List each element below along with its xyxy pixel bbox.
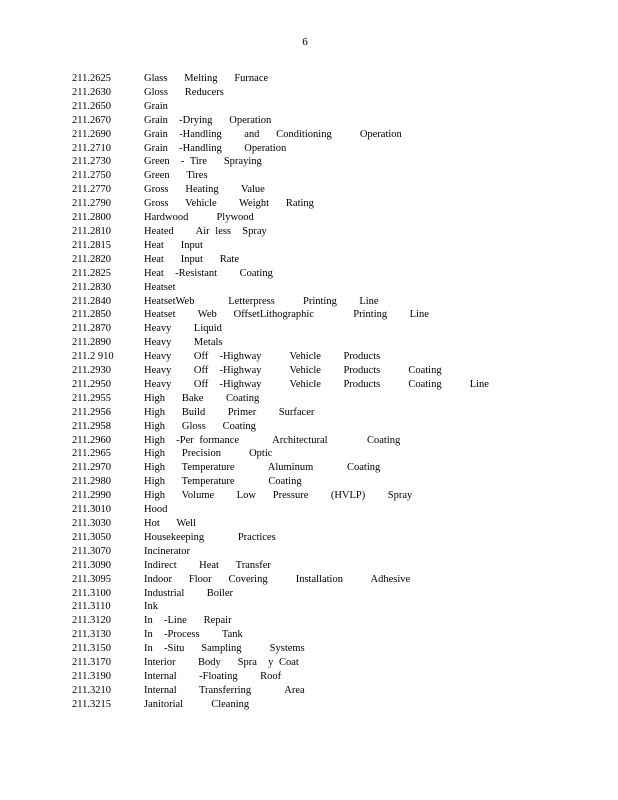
- index-entry: [72, 559, 592, 573]
- defined-term: Incinerator: [144, 545, 191, 557]
- index-entry: [72, 406, 592, 420]
- section-number: 211.2990: [72, 490, 111, 502]
- section-number: 211.2815: [72, 239, 111, 251]
- page-number: 6: [302, 36, 308, 48]
- defined-term: Heavy Off -Highway Vehicle Products Coating Line: [144, 378, 489, 390]
- index-entry: [72, 239, 592, 253]
- section-number: 211.3110: [72, 601, 111, 613]
- defined-term: Heated Air less Spray: [144, 225, 267, 237]
- index-entry: [72, 86, 592, 100]
- defined-term: In -Process Tank: [144, 629, 243, 641]
- defined-term: Hood: [144, 504, 168, 516]
- index-entry: [72, 169, 592, 183]
- defined-term: Grain -Drying Operation: [144, 114, 272, 126]
- section-number: 211.2850: [72, 309, 111, 321]
- section-number: 211.3030: [72, 518, 111, 529]
- section-number: 211.3210: [72, 684, 111, 696]
- index-entry: [72, 378, 592, 392]
- defined-term: High -Per formance Architectural Coating: [144, 434, 401, 446]
- section-number: 211.2890: [72, 337, 111, 349]
- defined-term: Heavy Off -Highway Vehicle Products Coating: [144, 365, 442, 377]
- defined-term: Glass Melting Furnace: [144, 73, 269, 84]
- index-entry: [72, 545, 592, 559]
- defined-term: Internal -Floating Roof: [144, 670, 282, 682]
- index-entry: [72, 142, 592, 156]
- defined-term: Green - Tire Spraying: [144, 156, 262, 168]
- section-number: 211.2750: [72, 170, 111, 182]
- index-entry: [72, 420, 592, 434]
- index-entry: [72, 281, 592, 295]
- defined-term: High Build Primer Surfacer: [144, 406, 315, 418]
- definitions-index-list: [72, 72, 592, 712]
- index-entry: [72, 531, 592, 545]
- index-entry: [72, 600, 592, 614]
- section-number: 211.2810: [72, 225, 111, 237]
- defined-term: Heat -Resistant Coating: [144, 267, 273, 279]
- defined-term: Industrial Boiler: [144, 587, 233, 599]
- section-number: 211.2930: [72, 365, 111, 377]
- defined-term: High Precision Optic: [144, 448, 273, 460]
- index-entry: [72, 100, 592, 114]
- index-entry: [72, 253, 592, 267]
- index-entry: [72, 447, 592, 461]
- defined-term: Grain: [144, 100, 168, 112]
- section-number: 211.2770: [72, 184, 111, 196]
- section-number: 211.3090: [72, 559, 111, 571]
- index-entry: [72, 128, 592, 142]
- index-entry: [72, 684, 592, 698]
- index-entry: [72, 392, 592, 406]
- defined-term: Janitorial Cleaning: [144, 698, 250, 710]
- index-entry: [72, 72, 592, 86]
- section-number: 211.2840: [72, 295, 111, 307]
- defined-term: Heavy Liquid: [144, 323, 222, 335]
- section-number: 211.2870: [72, 323, 111, 335]
- defined-term: Indoor Floor Covering Installation Adhesive: [144, 573, 411, 585]
- defined-term: Indirect Heat Transfer: [144, 559, 271, 571]
- index-entry: [72, 434, 592, 448]
- section-number: 211.2630: [72, 86, 111, 98]
- index-entry: [72, 211, 592, 225]
- index-entry: [72, 517, 592, 531]
- defined-term: Ink: [144, 601, 158, 613]
- index-entry: [72, 197, 592, 211]
- index-entry: [72, 475, 592, 489]
- defined-term: Interior Body Spra y Coat: [144, 657, 299, 669]
- defined-term: High Gloss Coating: [144, 420, 256, 432]
- section-number: 211.2958: [72, 420, 111, 432]
- section-number: 211.3010: [72, 504, 111, 516]
- section-number: 211.3130: [72, 629, 111, 641]
- section-number: 211.2 910: [72, 351, 114, 363]
- section-number: 211.3170: [72, 657, 111, 669]
- index-entry: [72, 155, 592, 169]
- defined-term: Grain -Handling Operation: [144, 142, 287, 154]
- section-number: 211.2955: [72, 392, 111, 404]
- section-number: 211.2950: [72, 378, 111, 390]
- section-number: 211.2790: [72, 198, 111, 210]
- defined-term: High Volume Low Pressure (HVLP) Spray: [144, 490, 413, 502]
- section-number: 211.2825: [72, 267, 111, 279]
- section-number: 211.2800: [72, 212, 111, 224]
- section-number: 211.2650: [72, 100, 111, 112]
- section-number: 211.2730: [72, 156, 111, 168]
- section-number: 211.3070: [72, 545, 111, 557]
- index-entry: [72, 322, 592, 336]
- index-entry: [72, 656, 592, 670]
- index-entry: [72, 114, 592, 128]
- defined-term: Internal Transferring Area: [144, 684, 305, 696]
- defined-term: Grain -Handling and Conditioning Operation: [144, 128, 402, 140]
- section-number: 211.2820: [72, 253, 111, 265]
- index-entry: [72, 614, 592, 628]
- section-number: 211.3150: [72, 643, 111, 655]
- index-entry: [72, 295, 592, 309]
- section-number: 211.2830: [72, 281, 111, 293]
- index-entry: [72, 183, 592, 197]
- defined-term: Heatset: [144, 281, 176, 293]
- index-entry: [72, 642, 592, 656]
- defined-term: Gloss Reducers: [144, 86, 224, 98]
- section-number: 211.2710: [72, 142, 111, 154]
- section-number: 211.2980: [72, 476, 111, 488]
- section-number: 211.3050: [72, 531, 111, 543]
- defined-term: High Temperature Aluminum Coating: [144, 462, 381, 474]
- section-number: 211.3120: [72, 615, 111, 627]
- index-entry: [72, 461, 592, 475]
- index-entry: [72, 225, 592, 239]
- section-number: 211.3215: [72, 698, 111, 710]
- index-entry: [72, 336, 592, 350]
- defined-term: Hot Well: [144, 518, 196, 529]
- section-number: 211.3100: [72, 587, 111, 599]
- defined-term: Gross Heating Value: [144, 184, 265, 196]
- index-entry: [72, 698, 592, 712]
- defined-term: Heavy Off -Highway Vehicle Products: [144, 351, 381, 363]
- section-number: 211.2965: [72, 448, 111, 460]
- defined-term: Heatset Web OffsetLithographic Printing Line: [144, 309, 429, 321]
- index-entry: [72, 308, 592, 322]
- defined-term: In -Situ Sampling Systems: [144, 643, 305, 655]
- defined-term: In -Line Repair: [144, 615, 232, 627]
- index-entry: [72, 628, 592, 642]
- defined-term: Housekeeping Practices: [144, 531, 276, 543]
- index-entry: [72, 503, 592, 517]
- index-entry: [72, 670, 592, 684]
- section-number: 211.2625: [72, 73, 111, 84]
- section-number: 211.2670: [72, 114, 111, 126]
- defined-term: Heat Input Rate: [144, 253, 239, 265]
- index-entry: [72, 573, 592, 587]
- defined-term: Gross Vehicle Weight Rating: [144, 198, 314, 210]
- index-entry: [72, 350, 592, 364]
- defined-term: Hardwood Plywood: [144, 212, 254, 224]
- section-number: 211.2960: [72, 434, 111, 446]
- section-number: 211.2970: [72, 462, 111, 474]
- index-entry: [72, 587, 592, 601]
- section-number: 211.2690: [72, 128, 111, 140]
- defined-term: High Bake Coating: [144, 392, 260, 404]
- defined-term: Green Tires: [144, 170, 208, 182]
- index-entry: [72, 364, 592, 378]
- index-entry: [72, 267, 592, 281]
- defined-term: Heat Input: [144, 239, 203, 251]
- section-number: 211.3095: [72, 573, 111, 585]
- defined-term: Heavy Metals: [144, 337, 223, 349]
- index-entry: [72, 489, 592, 503]
- section-number: 211.3190: [72, 670, 111, 682]
- section-number: 211.2956: [72, 406, 111, 418]
- defined-term: High Temperature Coating: [144, 476, 302, 488]
- defined-term: HeatsetWeb Letterpress Printing Line: [144, 295, 379, 307]
